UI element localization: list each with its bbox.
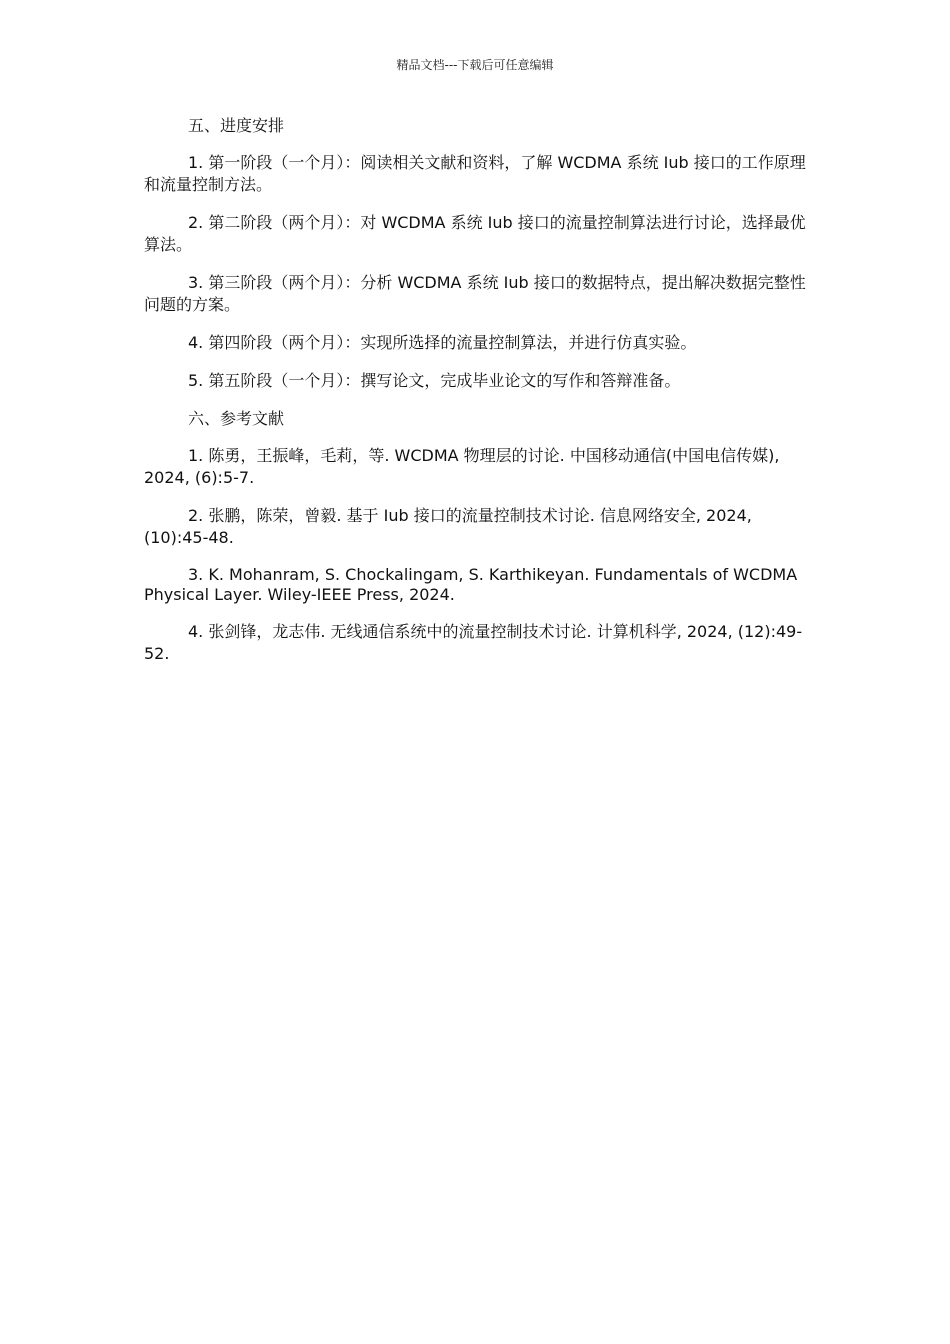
schedule-item: 2. 第二阶段（两个月）：对 WCDMA 系统 Iub 接口的流量控制算法进行讨论，选择最优算法。 — [144, 213, 806, 254]
schedule-item: 5. 第五阶段（一个月）：撰写论文，完成毕业论文的写作和答辩准备。 — [188, 371, 681, 390]
reference-item: 1. 陈勇，王振峰，毛莉，等. WCDMA 物理层的讨论. 中国移动通信(中国电信传媒), 2024, (6):5-7. — [144, 446, 780, 487]
document-body — [144, 115, 806, 681]
schedule-heading: 五、进度安排 — [188, 116, 285, 135]
schedule-item: 1. 第一阶段（一个月）：阅读相关文献和资料，了解 WCDMA 系统 Iub 接口的工作原理和流量控制方法。 — [144, 153, 806, 194]
schedule-item: 4. 第四阶段（两个月）：实现所选择的流量控制算法，并进行仿真实验。 — [188, 333, 697, 352]
schedule-item: 3. 第三阶段（两个月）：分析 WCDMA 系统 Iub 接口的数据特点，提出解决数据完整性问题的方案。 — [144, 273, 806, 314]
reference-item: 3. K. Mohanram, S. Chockalingam, S. Karthikeyan. Fundamentals of WCDMA Physical Layer. Wiley-IEEE Press, 2024. — [144, 565, 798, 604]
reference-item: 2. 张鹏，陈荣，曾毅. 基于 Iub 接口的流量控制技术讨论. 信息网络安全, 2024, (10):45-48. — [144, 506, 752, 547]
references-heading: 六、参考文献 — [188, 409, 285, 428]
reference-item: 4. 张剑锋，龙志伟. 无线通信系统中的流量控制技术讨论. 计算机科学, 2024, (12):49-52. — [144, 622, 803, 663]
page-watermark-header: 精品文档---下载后可任意编辑 — [396, 58, 554, 72]
